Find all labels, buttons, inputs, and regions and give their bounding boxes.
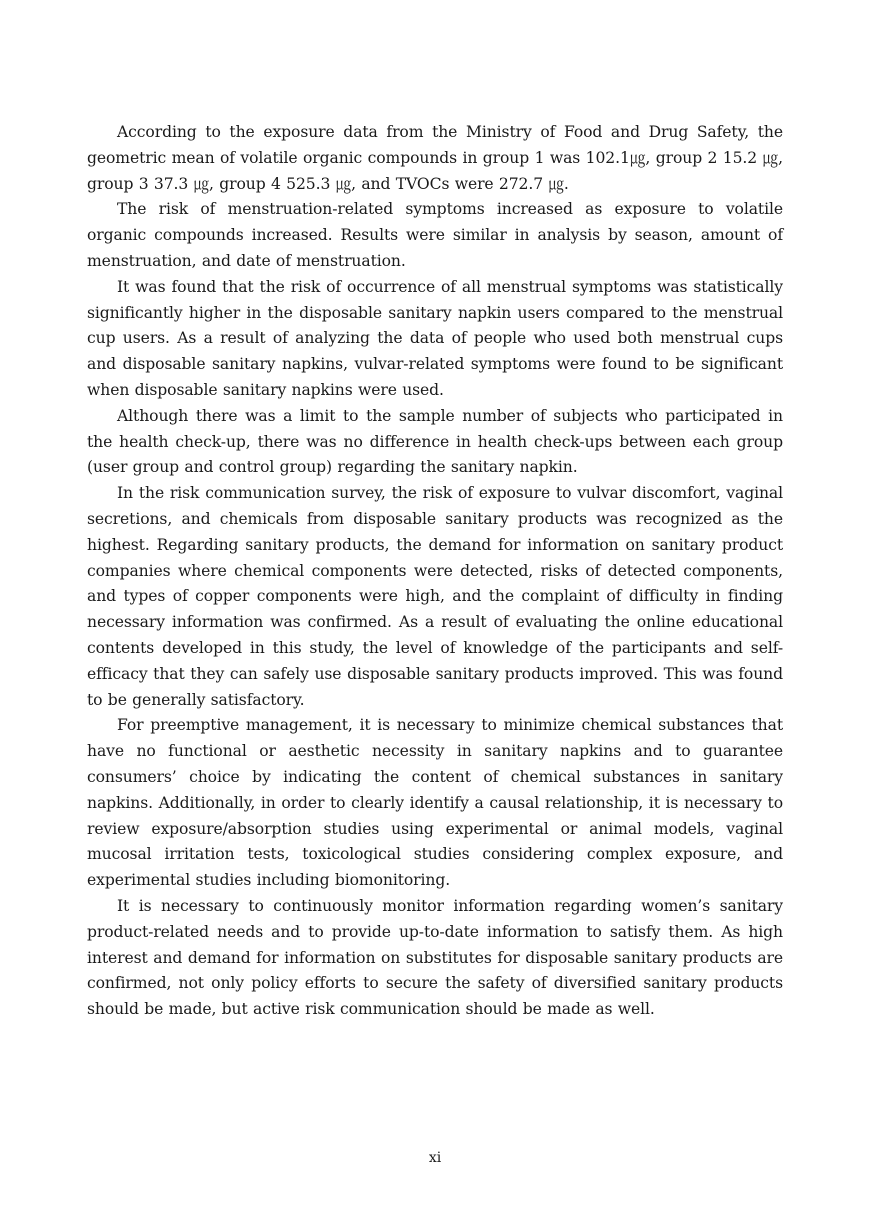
paragraph-monitoring: It is necessary to continuously monitor information regarding women’s sanitary product-related needs and to provide up-to-date information to satisfy them. As high interest and demand for information on substitutes for disposable sanitary products are confirmed, not only policy efforts to secure the safety of diversified sanitary products should be made, but active risk communication should be made as well. bbox=[87, 896, 783, 1019]
paragraph-health-checkup: Although there was a limit to the sample number of subjects who participated in the health check-up, there was no difference in health check-ups between each group (user group and control group) regarding the sanitary napkin. bbox=[87, 406, 783, 477]
paragraph-napkin-vs-cup: It was found that the risk of occurrence of all menstrual symptoms was statistically significantly higher in the disposable sanitary napkin users compared to the menstrual cup users. As a result of analyzing the data of people who used both menstrual cups and disposable sanitary napkins, vulvar-related symptoms were found to be significant when disposable sanitary napkins were used. bbox=[87, 277, 783, 399]
page-number: xi bbox=[428, 1150, 442, 1166]
paragraph-exposure-data: According to the exposure data from the Ministry of Food and Drug Safety, the geometric mean of volatile organic compounds in group 1 was 102.1㎍, group 2 15.2 ㎍, group 3 37.3 ㎍, group 4 525.3 ㎍, and TVOCs were 272.7 ㎍. bbox=[87, 123, 783, 193]
paragraph-preemptive-management: For preemptive management, it is necessary to minimize chemical substances that have no functional or aesthetic necessity in sanitary napkins and to guarantee consumers’ choice by indicating the content of chemical substances in sanitary napkins. Additionally, in order to clearly identify a causal relationship, it is necessary to review exposure/absorption studies using experimental or animal models, vaginal mucosal irritation tests, toxicological studies considering complex exposure, and experimental studies including biomonitoring. bbox=[87, 716, 783, 890]
paragraph-menstrual-risk: The risk of menstruation-related symptoms increased as exposure to volatile organic compounds increased. Results were similar in analysis by season, amount of menstruation, and date of menstruation. bbox=[87, 200, 783, 270]
paragraph-risk-communication: In the risk communication survey, the risk of exposure to vulvar discomfort, vaginal secretions, and chemicals from disposable sanitary products was recognized as the highest. Regarding sanitary products, the demand for information on sanitary product companies where chemical components were detected, risks of detected components, and types of copper components were high, and the complaint of difficulty in finding necessary information was confirmed. As a result of evaluating the online educational contents developed in this study, the level of knowledge of the participants and self-efficacy that they can safely use disposable sanitary products improved. This was found to be generally satisfactory. bbox=[87, 484, 783, 709]
body-text bbox=[87, 120, 783, 1023]
